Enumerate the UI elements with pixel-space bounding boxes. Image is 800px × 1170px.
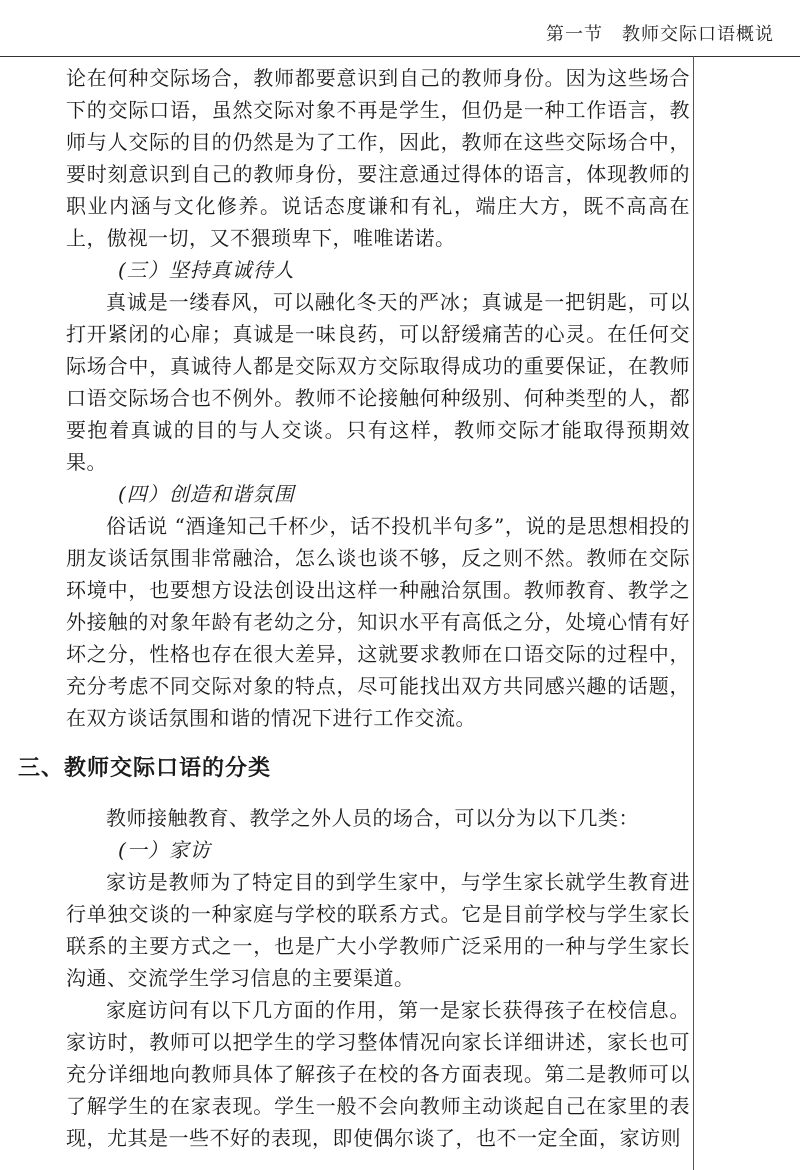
page-content	[18, 62, 690, 1154]
subheading-sincerity: (三）坚持真诚待人	[118, 258, 295, 282]
subheading-harmony: (四）创造和谐氛围	[118, 482, 295, 506]
side-rule	[693, 56, 694, 1170]
subheading-home-visit: (一）家访	[118, 838, 211, 862]
paragraph-harmony: 俗话说 “酒逢知己千杯少，话不投机半句多”，说的是思想相投的朋友谈话氛围非常融洽，怎么谈也谈不够，反之则不然。教师在交际环境中，也要想方设法创设出这样一种融洽氛围。教师教育、教学之外接触的对象年龄有老幼之分，知识水平有高低之分，处境心情有好坏之分，性格也存在很大差异，这就要求教师在口语交际的过程中，充分考虑不同交际对象的特点，尽可能找出双方共同感兴趣的话题，在双方谈话氛围和谐的情况下进行工作交流。	[66, 514, 690, 730]
paragraph-continuation: 论在何种交际场合，教师都要意识到自己的教师身份。因为这些场合下的交际口语，虽然交际对象不再是学生，但仍是一种工作语言，教师与人交际的目的仍然是为了工作，因此，教师在这些交际场合中，要时刻意识到自己的教师身份，要注意通过得体的语言，体现教师的职业内涵与文化修养。说话态度谦和有礼，端庄大方，既不高高在上，傲视一切，又不猥琐卑下，唯唯诺诺。	[66, 66, 690, 250]
running-header: 第一节 教师交际口语概说	[546, 24, 774, 45]
paragraph-home-visit-functions: 家庭访问有以下几方面的作用，第一是家长获得孩子在校信息。家访时，教师可以把学生的学习整体情况向家长详细讲述，家长也可充分详细地向教师具体了解孩子在校的各方面表现。第二是教师可以了解学生的在家表现。学生一般不会向教师主动谈起自己在家里的表现，尤其是一些不好的表现，即使偶尔谈了，也不一定全面，家访则	[66, 998, 690, 1150]
paragraph-home-visit-definition: 家访是教师为了特定目的到学生家中，与学生家长就学生教育进行单独交谈的一种家庭与学校的联系方式。它是目前学校与学生家长联系的主要方式之一，也是广大小学教师广泛采用的一种与学生家长沟通、交流学生学习信息的主要渠道。	[66, 870, 690, 990]
paragraph-sincerity: 真诚是一缕春风，可以融化冬天的严冰；真诚是一把钥匙，可以打开紧闭的心扉；真诚是一味良药，可以舒缓痛苦的心灵。在任何交际场合中，真诚待人都是交际双方交际取得成功的重要保证，在教师口语交际场合也不例外。教师不论接触何种级别、何种类型的人，都要抱着真诚的目的与人交谈。只有这样，教师交际才能取得预期效果。	[66, 290, 690, 474]
header-rule	[0, 56, 800, 57]
section-heading-classification: 三、教师交际口语的分类	[18, 756, 272, 781]
paragraph-classification-intro: 教师接触教育、教学之外人员的场合，可以分为以下几类：	[106, 806, 639, 830]
